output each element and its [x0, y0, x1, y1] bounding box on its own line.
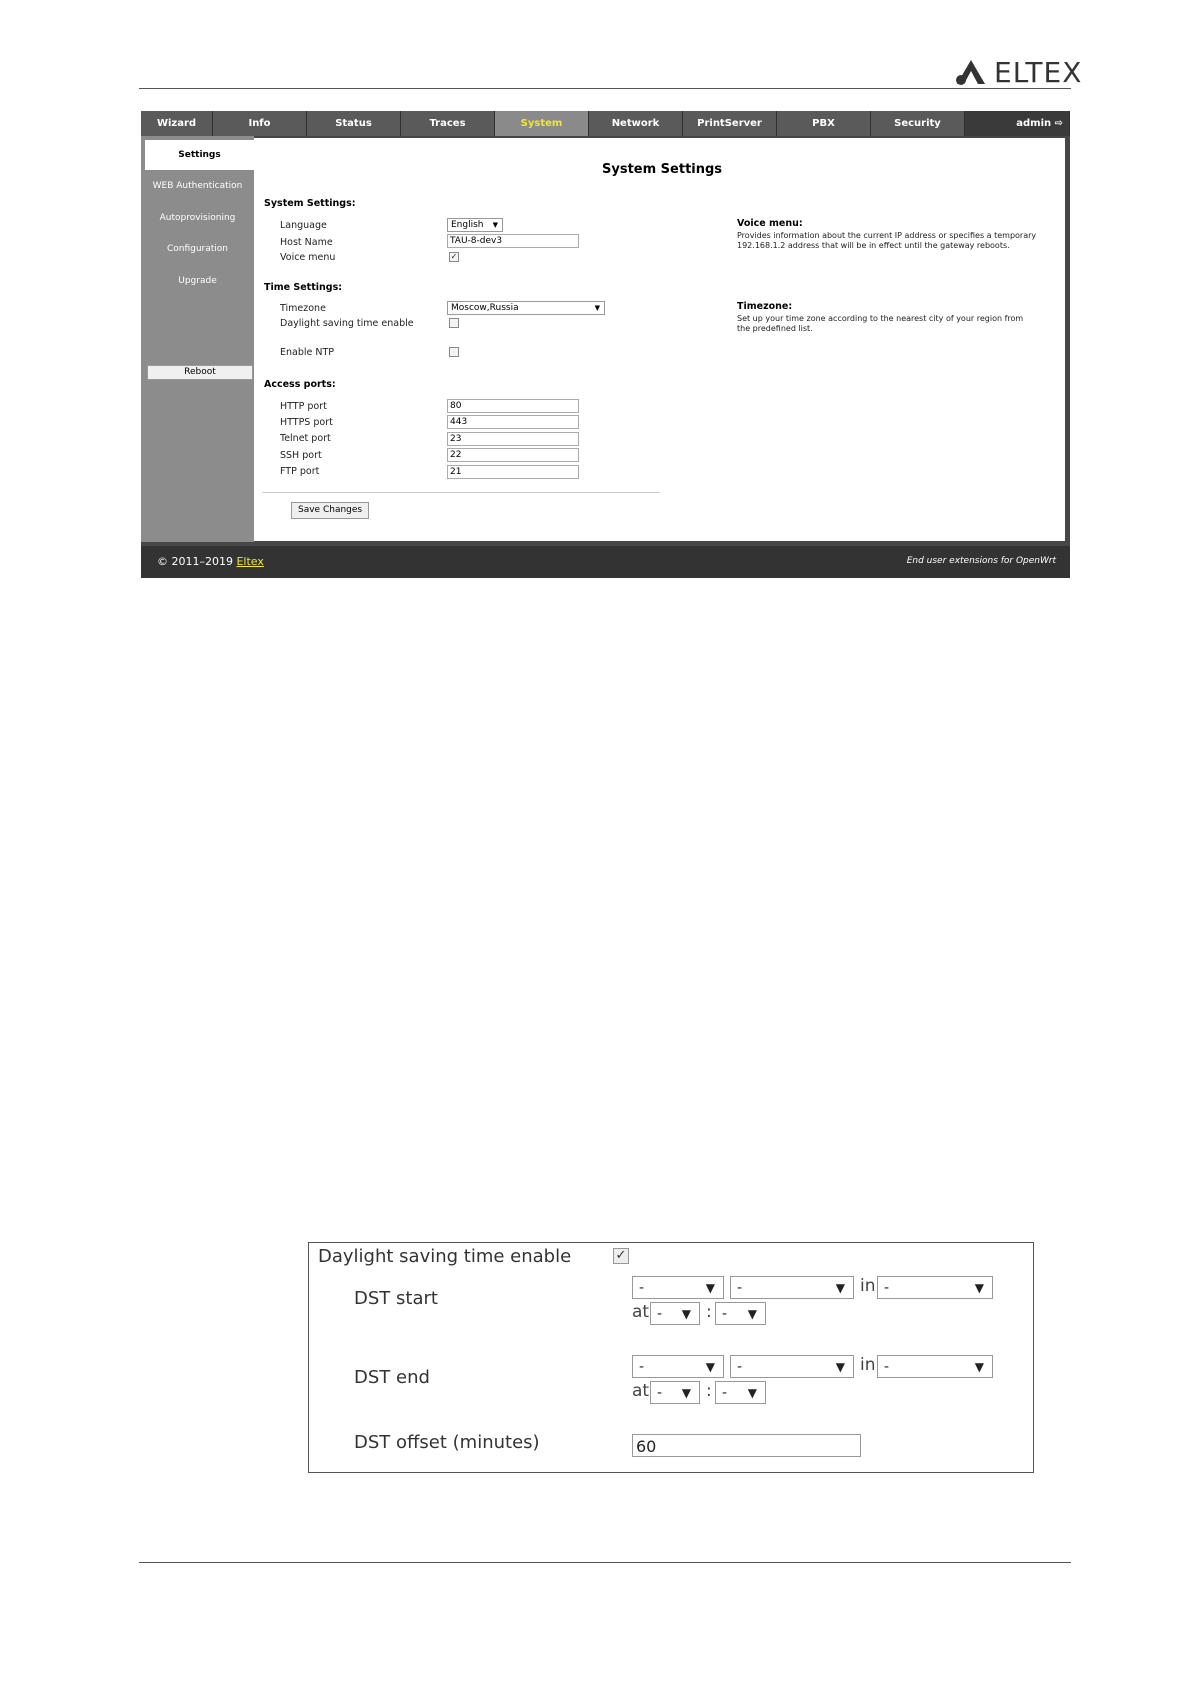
chevron-down-icon: ▼ [594, 304, 600, 312]
dst-end-hour-select[interactable] [650, 1381, 700, 1404]
select-value: - [884, 1280, 890, 1296]
hostname-input[interactable]: TAU-8-dev3 [447, 234, 579, 248]
dst-enable-checkbox[interactable]: ✓ [613, 1248, 629, 1264]
timezone-select[interactable] [447, 301, 605, 315]
dst-offset-label: DST offset (minutes) [354, 1432, 540, 1453]
at-label: at [632, 1381, 650, 1401]
colon-separator: : [706, 1381, 712, 1401]
select-value: - [737, 1280, 743, 1296]
select-value: - [722, 1385, 728, 1401]
hostname-label: Host Name [280, 237, 333, 248]
dst-settings-screenshot [308, 1242, 1034, 1473]
timezone-help-title: Timezone: [737, 301, 793, 312]
footer-tagline: End user extensions for OpenWrt [906, 556, 1056, 566]
voice-menu-checkbox[interactable]: ✓ [450, 252, 458, 261]
tab-security[interactable]: Security [871, 111, 965, 136]
ftp-port-input[interactable]: 21 [447, 465, 579, 479]
tab-system[interactable]: System [495, 111, 589, 136]
settings-content [254, 138, 1065, 541]
eltex-link[interactable]: Eltex [236, 555, 264, 568]
chevron-down-icon: ▼ [705, 1281, 715, 1295]
sidebar-item-settings[interactable]: Settings [145, 140, 254, 170]
dst-end-week-select[interactable] [730, 1355, 854, 1378]
system-settings-screenshot [141, 111, 1070, 578]
time-settings-heading: Time Settings: [264, 282, 343, 293]
logout-icon: ⇨ [1054, 118, 1063, 129]
https-port-input[interactable]: 443 [447, 415, 579, 429]
select-value: - [657, 1385, 663, 1401]
language-select-value: English [451, 220, 484, 230]
dst-start-label: DST start [354, 1288, 438, 1309]
select-value: - [639, 1359, 645, 1375]
copyright [157, 555, 264, 568]
select-value: - [737, 1359, 743, 1375]
dst-start-minute-select[interactable] [715, 1302, 766, 1325]
language-label: Language [280, 220, 327, 231]
copyright-text: © 2011–2019 [157, 555, 237, 568]
ntp-checkbox[interactable] [449, 347, 459, 357]
voice-menu-help-text: Provides information about the current IP address or specifies a temporary 192.168.1.2 address that will be in effect until the gateway reboots. [737, 231, 1037, 250]
chevron-down-icon: ▼ [974, 1360, 984, 1374]
chevron-down-icon: ▼ [705, 1360, 715, 1374]
chevron-down-icon: ▼ [747, 1307, 757, 1321]
footer [141, 546, 1070, 578]
select-value: - [639, 1280, 645, 1296]
language-select[interactable] [447, 218, 503, 232]
dst-end-minute-select[interactable] [715, 1381, 766, 1404]
timezone-label: Timezone [280, 303, 326, 314]
header-rule [139, 88, 1071, 89]
colon-separator: : [706, 1302, 712, 1322]
dst-end-label: DST end [354, 1367, 430, 1388]
admin-username: admin [1016, 118, 1052, 129]
http-port-input[interactable]: 80 [447, 399, 579, 413]
form-divider [262, 492, 660, 493]
dst-enable-label: Daylight saving time enable [280, 318, 414, 329]
eltex-logo-icon [954, 58, 988, 86]
chevron-down-icon: ▼ [835, 1360, 845, 1374]
tab-traces[interactable]: Traces [401, 111, 495, 136]
tab-pbx[interactable]: PBX [777, 111, 871, 136]
sidebar-item-web-authentication[interactable]: WEB Authentication [152, 181, 243, 191]
chevron-down-icon: ▼ [492, 221, 498, 229]
ntp-label: Enable NTP [280, 347, 335, 358]
chevron-down-icon: ▼ [974, 1281, 984, 1295]
dst-start-day-select[interactable] [877, 1276, 993, 1299]
sidebar-item-upgrade[interactable]: Upgrade [178, 276, 217, 286]
dst-start-month-select[interactable] [632, 1276, 724, 1299]
chevron-down-icon: ▼ [681, 1307, 691, 1321]
system-settings-heading: System Settings: [264, 198, 356, 209]
sidebar [141, 136, 254, 542]
ssh-port-input[interactable]: 22 [447, 448, 579, 462]
eltex-logo [954, 55, 1082, 89]
sidebar-item-autoprovisioning[interactable]: Autoprovisioning [159, 213, 236, 223]
tab-status[interactable]: Status [307, 111, 401, 136]
chevron-down-icon: ▼ [747, 1386, 757, 1400]
timezone-help-text: Set up your time zone according to the nearest city of your region from the predefined list. [737, 314, 1024, 333]
in-label: in [860, 1276, 876, 1296]
telnet-port-label: Telnet port [280, 433, 331, 444]
dst-enable-label: Daylight saving time enable [318, 1246, 572, 1267]
page-title: System Settings [602, 162, 723, 177]
eltex-logo-text: ELTEX [994, 55, 1083, 89]
admin-logout[interactable] [965, 111, 1070, 136]
tab-printserver[interactable]: PrintServer [683, 111, 777, 136]
select-value: - [884, 1359, 890, 1375]
tab-info[interactable]: Info [213, 111, 307, 136]
chevron-down-icon: ▼ [681, 1386, 691, 1400]
https-port-label: HTTPS port [280, 417, 333, 428]
in-label: in [860, 1355, 876, 1375]
ftp-port-label: FTP port [280, 466, 320, 477]
http-port-label: HTTP port [280, 401, 327, 412]
voice-menu-help-title: Voice menu: [737, 218, 803, 229]
select-value: - [722, 1306, 728, 1322]
dst-end-month-select[interactable] [632, 1355, 724, 1378]
select-value: - [657, 1306, 663, 1322]
main-tabs [141, 111, 1070, 136]
footer-rule [139, 1562, 1071, 1563]
telnet-port-input[interactable]: 23 [447, 432, 579, 446]
access-ports-heading: Access ports: [264, 379, 336, 390]
tab-wizard[interactable]: Wizard [141, 111, 213, 136]
tab-network[interactable]: Network [589, 111, 683, 136]
dst-start-week-select[interactable] [730, 1276, 854, 1299]
chevron-down-icon: ▼ [835, 1281, 845, 1295]
dst-start-hour-select[interactable] [650, 1302, 700, 1325]
dst-enable-checkbox[interactable] [449, 318, 459, 328]
save-changes-button[interactable]: Save Changes [291, 502, 369, 519]
voice-menu-label: Voice menu [280, 252, 336, 263]
ssh-port-label: SSH port [280, 450, 322, 461]
reboot-button[interactable]: Reboot [147, 365, 253, 380]
timezone-select-value: Moscow,Russia [451, 303, 519, 313]
dst-end-day-select[interactable] [877, 1355, 993, 1378]
dst-offset-input[interactable]: 60 [632, 1434, 861, 1457]
sidebar-item-configuration[interactable]: Configuration [166, 244, 229, 254]
at-label: at [632, 1302, 650, 1322]
